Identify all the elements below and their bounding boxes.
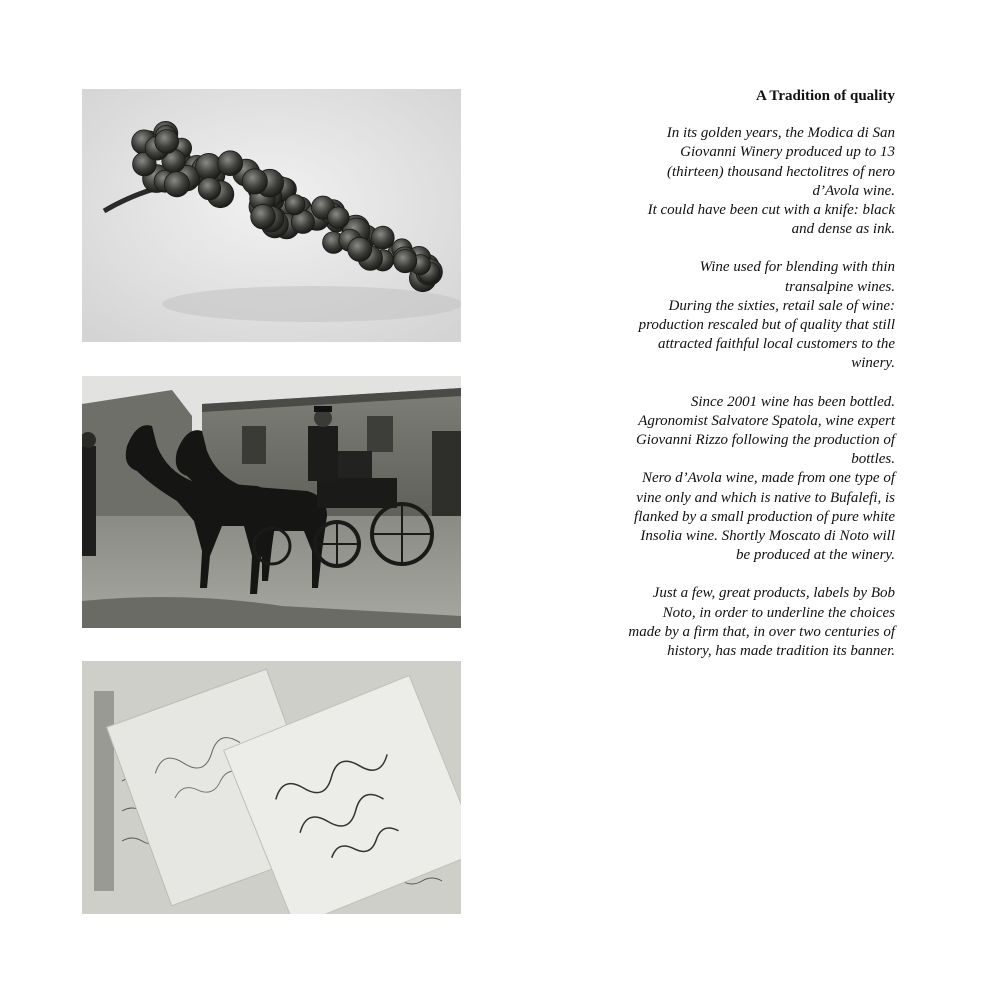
grape-berry	[285, 195, 305, 215]
grape-berry	[371, 226, 394, 249]
grape-berry	[348, 237, 372, 261]
carriage-photo	[82, 376, 461, 628]
text-column	[628, 87, 895, 680]
grape-berry	[251, 204, 276, 229]
paragraph-line: During the sixties, retail sale of wine: production rescaled but of quality that still attracted faithful local customers to the winery.	[638, 297, 895, 372]
paragraph-line: Nero d’Avola wine, made from one type of vine only and which is native to Bufalefi, is flanked by a small production of pure white Insolia wine. Shortly Moscato di Noto will be produced at the winery.	[634, 470, 895, 564]
letters-illustration	[82, 661, 461, 914]
grape-berry	[218, 151, 243, 176]
paragraph-4	[628, 584, 895, 661]
grapes-illustration	[82, 89, 461, 342]
grape-berry	[198, 178, 220, 200]
paragraph-1	[628, 124, 895, 239]
carriage-illustration	[82, 376, 461, 628]
grape-berry	[155, 130, 179, 154]
section-title: A Tradition of quality	[755, 88, 895, 104]
paragraph-line: It could have been cut with a knife: black and dense as ink.	[647, 202, 895, 238]
letters-photo	[82, 661, 461, 914]
paragraph-3	[628, 393, 895, 566]
paragraph-line: Wine used for blending with thin transalpine wines.	[699, 259, 895, 295]
grape-berry	[394, 250, 417, 273]
paragraph-line: Since 2001 wine has been bottled. Agronomist Salvatore Spatola, wine expert Giovanni Rizzo following the production of bottles.	[635, 393, 895, 468]
paragraph-2	[628, 258, 895, 373]
grape-berry	[328, 207, 350, 229]
paragraph-line: Just a few, great products, labels by Bob Noto, in order to underline the choices made by a firm that, in over two centuries of history, has made tradition its banner.	[628, 585, 895, 660]
grape-berry	[242, 169, 267, 194]
grape-berry	[164, 172, 189, 197]
grapes-photo	[82, 89, 461, 342]
paragraph-line: In its golden years, the Modica di San Giovanni Winery produced up to 13 (thirteen) thousand hectolitres of nero d’Avola wine.	[666, 125, 895, 199]
